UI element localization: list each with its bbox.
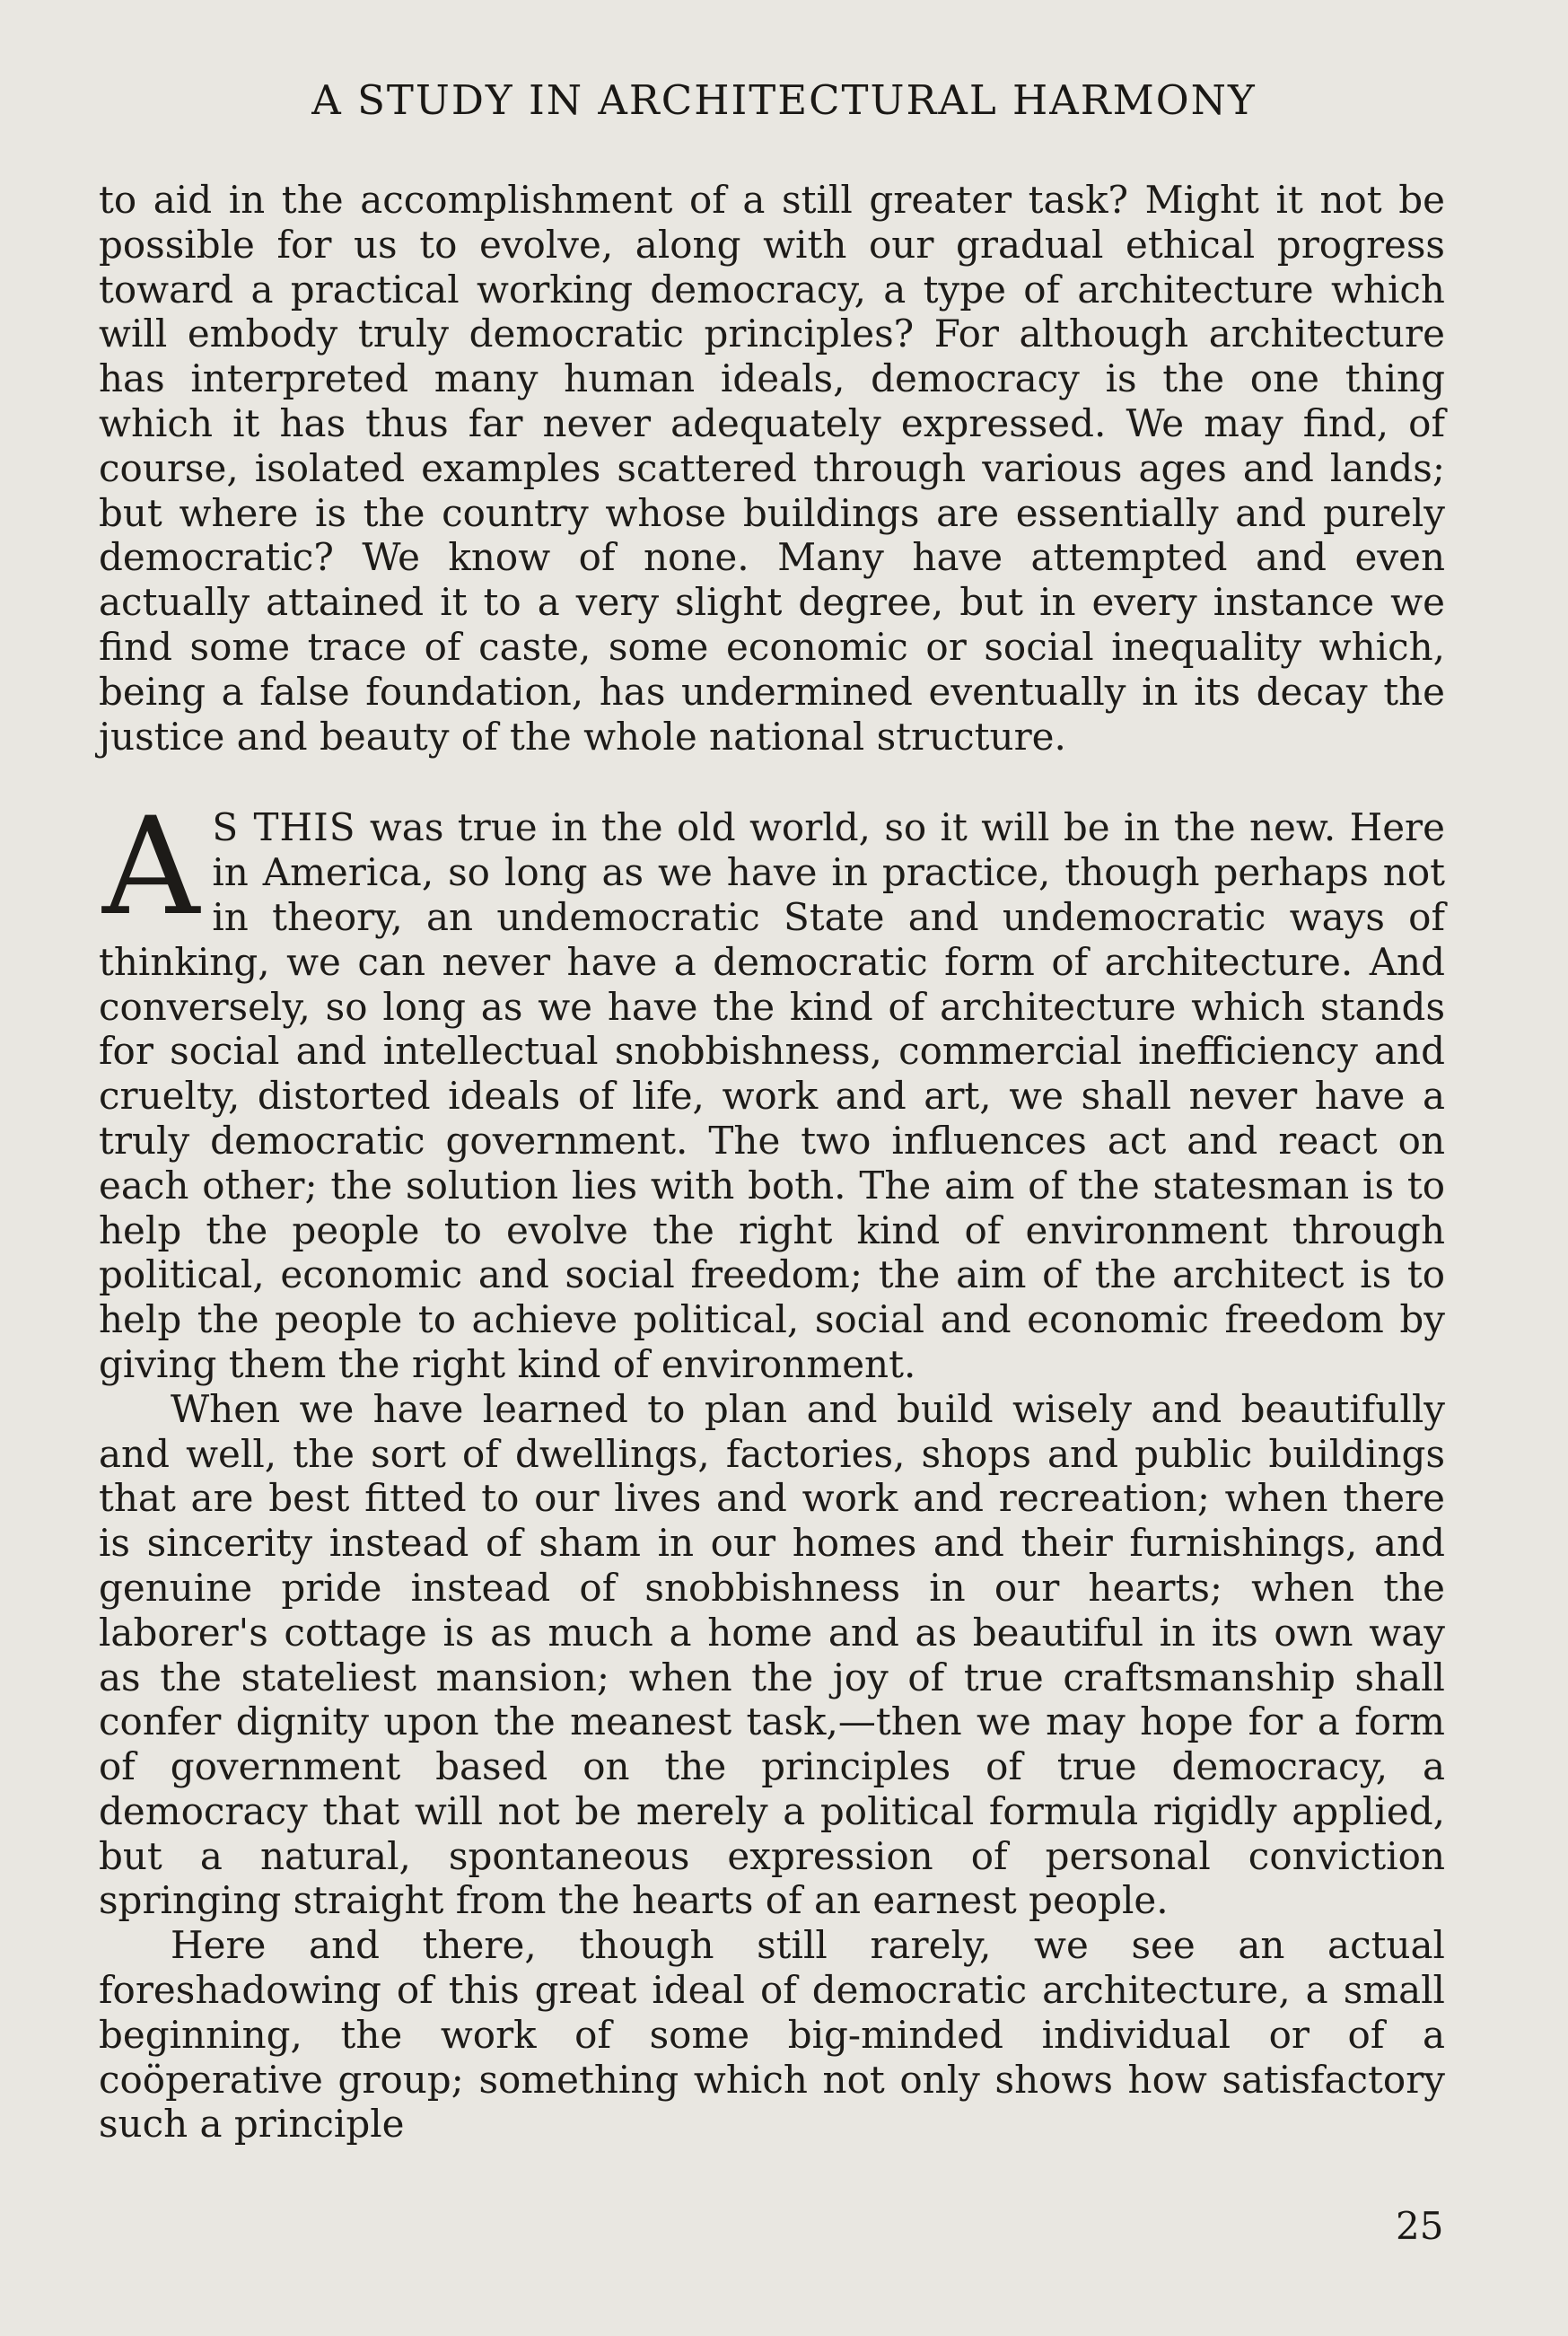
drop-cap: A xyxy=(102,789,200,946)
body-text xyxy=(99,178,1445,2147)
paragraph-1: to aid in the accomplishment of a still greater task? Might it not be possible for us to evolve, along with our gradual ethical progress toward a practical working democracy, a type of architecture which will embody truly democratic principles? For although architecture has interpreted many human ideals, democracy is the one thing which it has thus far never adequately expressed. We may find, of course, isolated examples scattered through various ages and lands; but where is the country whose buildings are essentially and purely democratic? We know of none. Many have attempted and even actually attained it to a very slight degree, but in every instance we find some trace of caste, some economic or social inequality which, being a false foundation, has undermined eventually in its decay the justice and beauty of the whole national structure. xyxy=(99,178,1445,759)
lead-in-caps: S THIS xyxy=(212,805,356,850)
paragraph-2-text: was true in the old world, so it will be in the new. Here in America, so long as we have in practice, though perhaps not in theory, an undemocratic State and undemocratic ways of thinking, we can never have a democratic form of architecture. And conversely, so long as we have the kind of architecture which stands for social and intellectual snobbishness, commercial inefficiency and cruelty, distorted ideals of life, work and art, we shall never have a truly democratic government. The two influences act and react on each other; the solution lies with both. The aim of the statesman is to help the people to evolve the right kind of environment through political, economic and social freedom; the aim of the architect is to help the people to achieve political, social and economic freedom by giving them the right kind of environment. xyxy=(99,805,1445,1386)
paragraph-2 xyxy=(99,789,1445,1386)
section-break xyxy=(99,759,1445,805)
running-title: A STUDY IN ARCHITECTURAL HARMONY xyxy=(311,76,1257,124)
paragraph-4: Here and there, though still rarely, we see an actual foreshadowing of this great ideal of democratic architecture, a small beginning, the work of some big-minded individual or of a coöperative group; something which not only shows how satisfactory such a principle xyxy=(99,1923,1445,2147)
paragraph-3: When we have learned to plan and build wisely and beautifully and well, the sort of dwellings, factories, shops and public buildings that are best fitted to our lives and work and recreation; when there is sincerity instead of sham in our homes and their furnishings, and genuine pride instead of snobbishness in our hearts; when the laborer's cottage is as much a home and as beautiful in its own way as the stateliest mansion; when the joy of true craftsmanship shall confer dignity upon the meanest task,—then we may hope for a form of government based on the principles of true democracy, a democracy that will not be merely a political formula rigidly applied, but a natural, spontaneous expression of personal conviction springing straight from the hearts of an earnest people. xyxy=(99,1386,1445,1923)
page-number: 25 xyxy=(1396,2204,1444,2248)
